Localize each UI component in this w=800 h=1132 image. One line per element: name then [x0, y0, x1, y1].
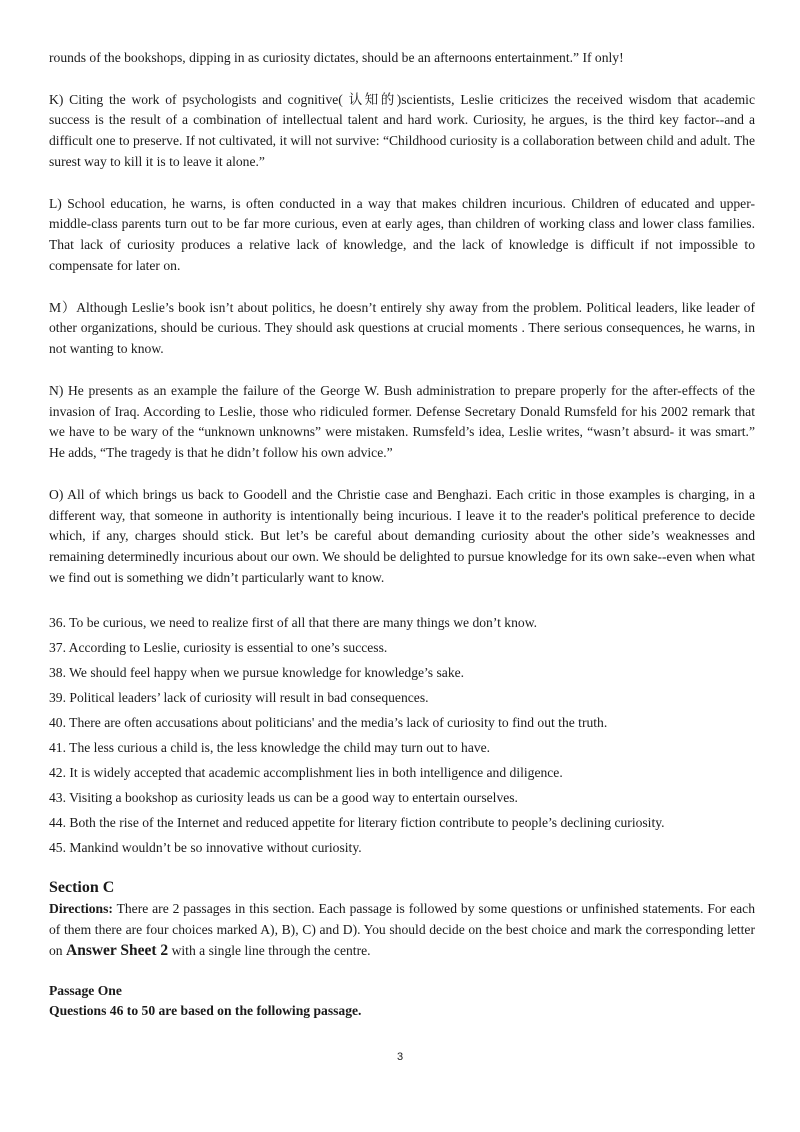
statement-38: 38. We should feel happy when we pursue knowledge for knowledge’s sake.: [49, 664, 465, 680]
paragraph-n: N) He presents as an example the failure of the George W. Bush administration to prepare properly for the after-effects of the invasion of Iraq. According to Leslie, those who ridiculed former. Defense Secretary Donald Rumsfeld for his 2002 remark that we have to be wary of the “unknown unknowns” were mistaken. Rumsfeld’s idea, Leslie writes, “wasn’t absurd- it was smart.” He adds, “The tragedy is that he didn’t follow his own advice.”: [49, 382, 755, 461]
directions-text-2: with a single line through the centre.: [168, 942, 371, 958]
section-c-title: Section C: [49, 878, 115, 896]
paragraph-o: O) All of which brings us back to Goodell and the Christie case and Benghazi. Each critic in those examples is charging, in a different way, that someone in authority is intentionally being incurious. I leave it to the reader's political preference to decide which, if any, charges should stick. But let’s be careful about demanding curiosity about the other side’s weaknesses and remaining determinedly incurious about our own. We should be delighted to pursue knowledge for its own sake--even when what we find out is something we didn’t particularly want to know.: [49, 486, 755, 585]
passage-continuation: rounds of the bookshops, dipping in as curiosity dictates, should be an afternoons entertainment.” If only!: [49, 50, 624, 65]
statement-36: 36. To be curious, we need to realize first of all that there are many things we don’t know.: [49, 614, 538, 630]
section-c-directions: [49, 898, 755, 961]
passage-one-subtitle: Questions 46 to 50 are based on the following passage.: [49, 1002, 362, 1018]
paragraph-k: K) Citing the work of psychologists and cognitive( 认知的)scientists, Leslie criticizes the received wisdom that academic success is the result of a combination of intellectual talent and hard work. Curiosity, he argues, is the third key factor--and a difficult one to preserve. If not cultivated, it will not survive: “Childhood curiosity is a collaboration between child and adult. The surest way to kill it is to leave it alone.”: [49, 91, 755, 169]
statement-42: 42. It is widely accepted that academic accomplishment lies in both intelligence and diligence.: [49, 764, 563, 780]
statement-list: [49, 610, 755, 860]
statement-44: 44. Both the rise of the Internet and reduced appetite for literary fiction contribute to people’s declining curiosity.: [49, 814, 665, 830]
statement-39: 39. Political leaders’ lack of curiosity will result in bad consequences.: [49, 689, 429, 705]
directions-text-1: There are 2 passages in this section. Each passage is followed by some questions or unfinished statements. For each of them there are four choices marked A), B), C) and D). You should decide on the best choice and mark the corresponding letter on: [49, 900, 755, 958]
paragraph-l: L) School education, he warns, is often conducted in a way that makes children incurious. Children of educated and upper-middle-class parents turn out to be far more curious, even at early ages, than children of working class and lower class families. That lack of curiosity produces a relative lack of knowledge, and the lack of knowledge is difficult if not impossible to compensate for later on.: [49, 195, 755, 273]
page-number: 3: [396, 1051, 404, 1063]
statement-41: 41. The less curious a child is, the less knowledge the child may turn out to have.: [49, 739, 491, 755]
passage-one-title: Passage One: [49, 982, 122, 998]
document-page: [49, 48, 755, 1021]
statement-40: 40. There are often accusations about politicians' and the media’s lack of curiosity to find out the truth.: [49, 714, 608, 730]
statement-45: 45. Mankind wouldn’t be so innovative without curiosity.: [49, 839, 362, 855]
answer-sheet-label: Answer Sheet 2: [66, 941, 169, 959]
directions-label: Directions:: [49, 900, 113, 916]
statement-37: 37. According to Leslie, curiosity is essential to one’s success.: [49, 639, 388, 655]
statement-43: 43. Visiting a bookshop as curiosity leads us can be a good way to entertain ourselves.: [49, 789, 518, 805]
paragraph-m: M）Although Leslie’s book isn’t about politics, he doesn’t entirely shy away from the problem. Political leaders, like leader of other organizations, should be curious. They should ask questions at crucial moments . There serious consequences, he warns, in not wanting to know.: [49, 299, 755, 357]
